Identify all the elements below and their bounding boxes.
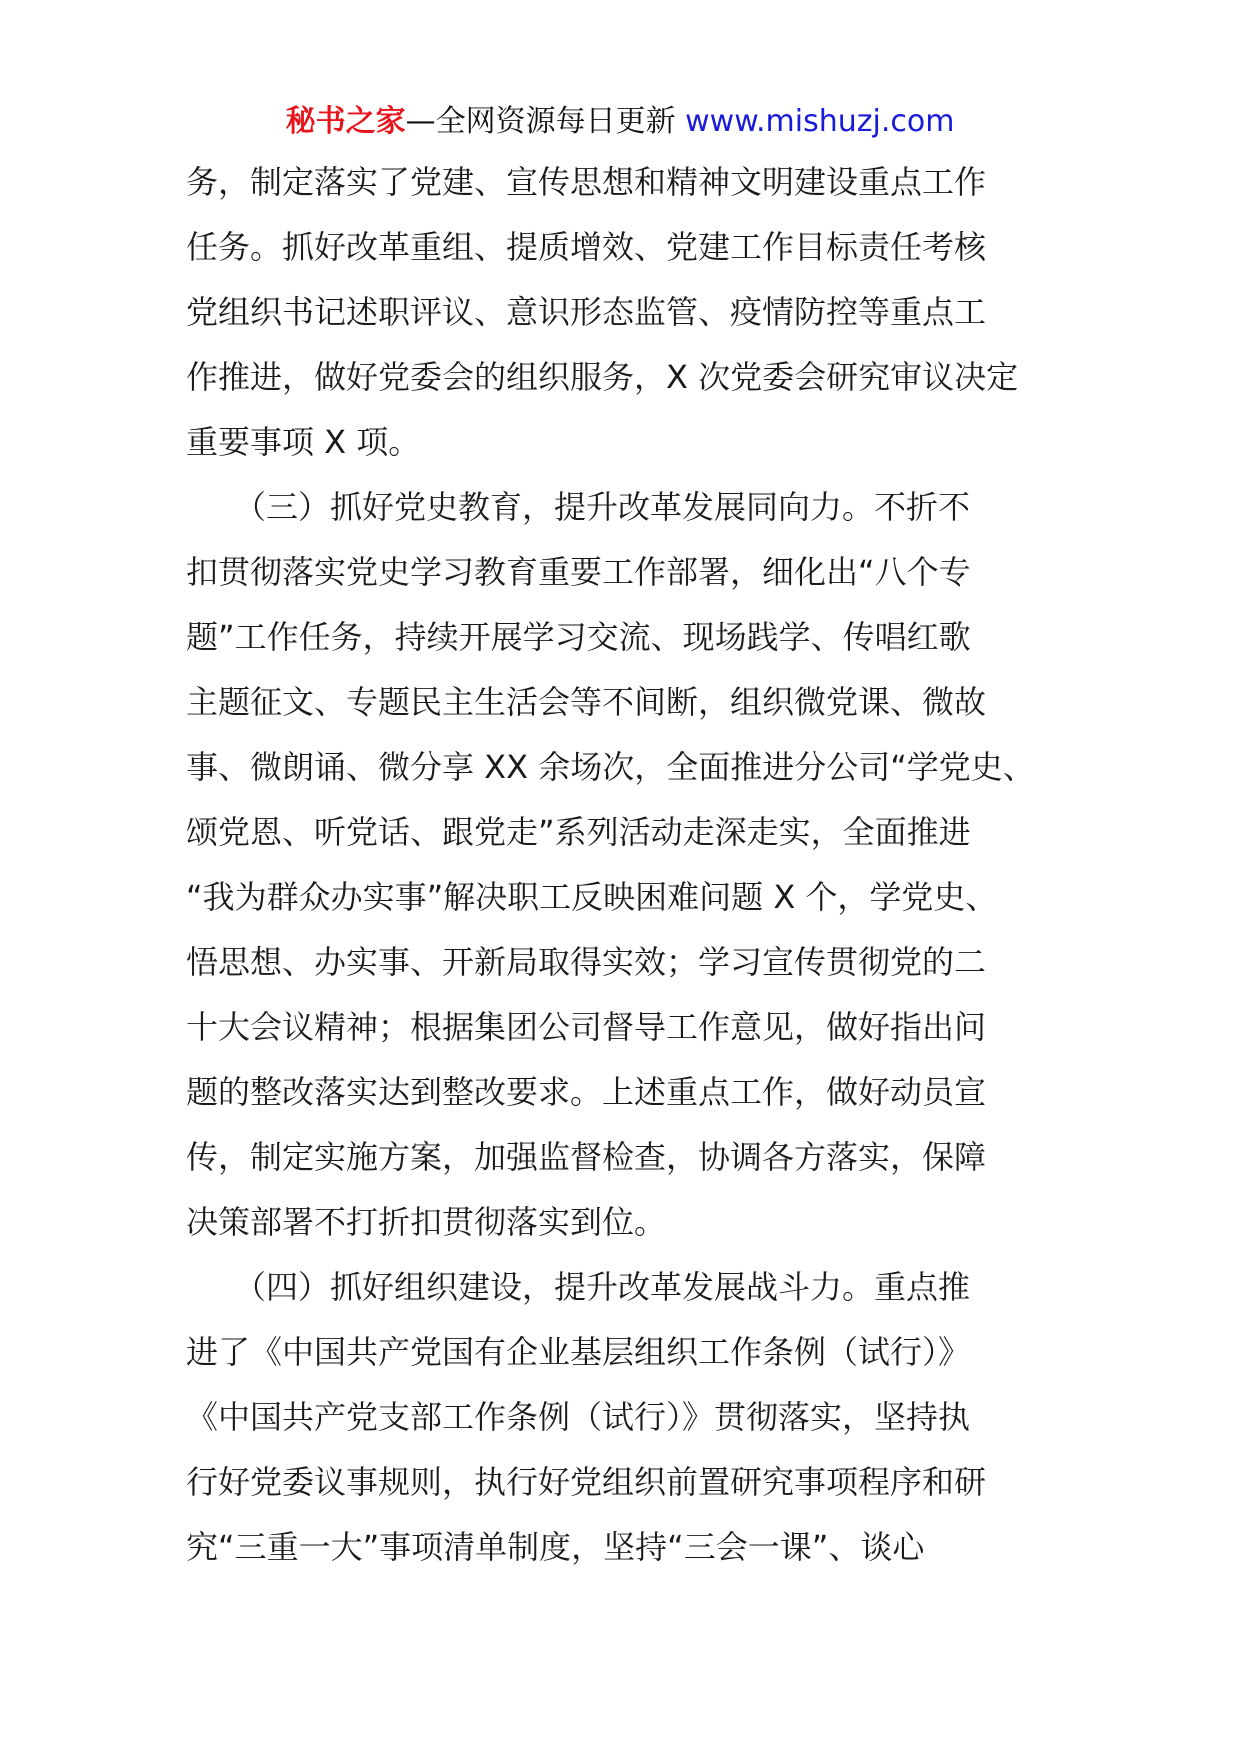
text-line: 作推进，做好党委会的组织服务，X 次党委会研究审议决定: [186, 358, 1019, 396]
text-line: 十大会议精神；根据集团公司督导工作意见，做好指出问: [186, 1008, 987, 1046]
header-tagline: —全网资源每日更新: [405, 104, 676, 139]
site-header: [0, 100, 1240, 144]
text-line: 颂党恩、听党话、跟党走”系列活动走深走实，全面推进: [186, 813, 971, 851]
text-line: 党组织书记述职评议、意识形态监管、疫情防控等重点工: [186, 293, 987, 331]
text-line: “我为群众办实事”解决职工反映困难问题 X 个，学党史、: [186, 878, 998, 916]
brand-name: 秘书之家: [285, 104, 406, 139]
text-line: 务，制定落实了党建、宣传思想和精神文明建设重点工作: [186, 163, 987, 201]
section-heading-line: （四）抓好组织建设，提升改革发展战斗力。重点推: [186, 1268, 971, 1306]
site-url-link[interactable]: www.mishuzj.com: [685, 104, 955, 139]
text-line: 扣贯彻落实党史学习教育重要工作部署，细化出“八个专: [186, 553, 971, 591]
section-heading-line: （三）抓好党史教育，提升改革发展同向力。不折不: [186, 488, 971, 526]
text-line: 题的整改落实达到整改要求。上述重点工作，做好动员宣: [186, 1073, 987, 1111]
text-line: 进了《中国共产党国有企业基层组织工作条例（试行）》: [186, 1333, 971, 1371]
text-line: 重要事项 X 项。: [186, 423, 421, 461]
text-line: 决策部署不打折扣贯彻落实到位。: [186, 1203, 667, 1241]
text-line: 主题征文、专题民主生活会等不间断，组织微党课、微故: [186, 683, 987, 721]
document-body: [186, 150, 1066, 1580]
text-line: 题”工作任务，持续开展学习交流、现场践学、传唱红歌: [186, 618, 971, 656]
text-line: 传，制定实施方案，加强监督检查，协调各方落实，保障: [186, 1138, 987, 1176]
text-line: 究“三重一大”事项清单制度，坚持“三会一课”、谈心: [186, 1528, 925, 1566]
text-line: 《中国共产党支部工作条例（试行）》贯彻落实，坚持执: [186, 1398, 971, 1436]
text-line: 悟思想、办实事、开新局取得实效；学习宣传贯彻党的二: [186, 943, 987, 981]
text-line: 事、微朗诵、微分享 XX 余场次，全面推进分公司“学党史、: [186, 748, 1035, 786]
text-line: 行好党委议事规则，执行好党组织前置研究事项程序和研: [186, 1463, 987, 1501]
text-line: 任务。抓好改革重组、提质增效、党建工作目标责任考核: [186, 228, 987, 266]
